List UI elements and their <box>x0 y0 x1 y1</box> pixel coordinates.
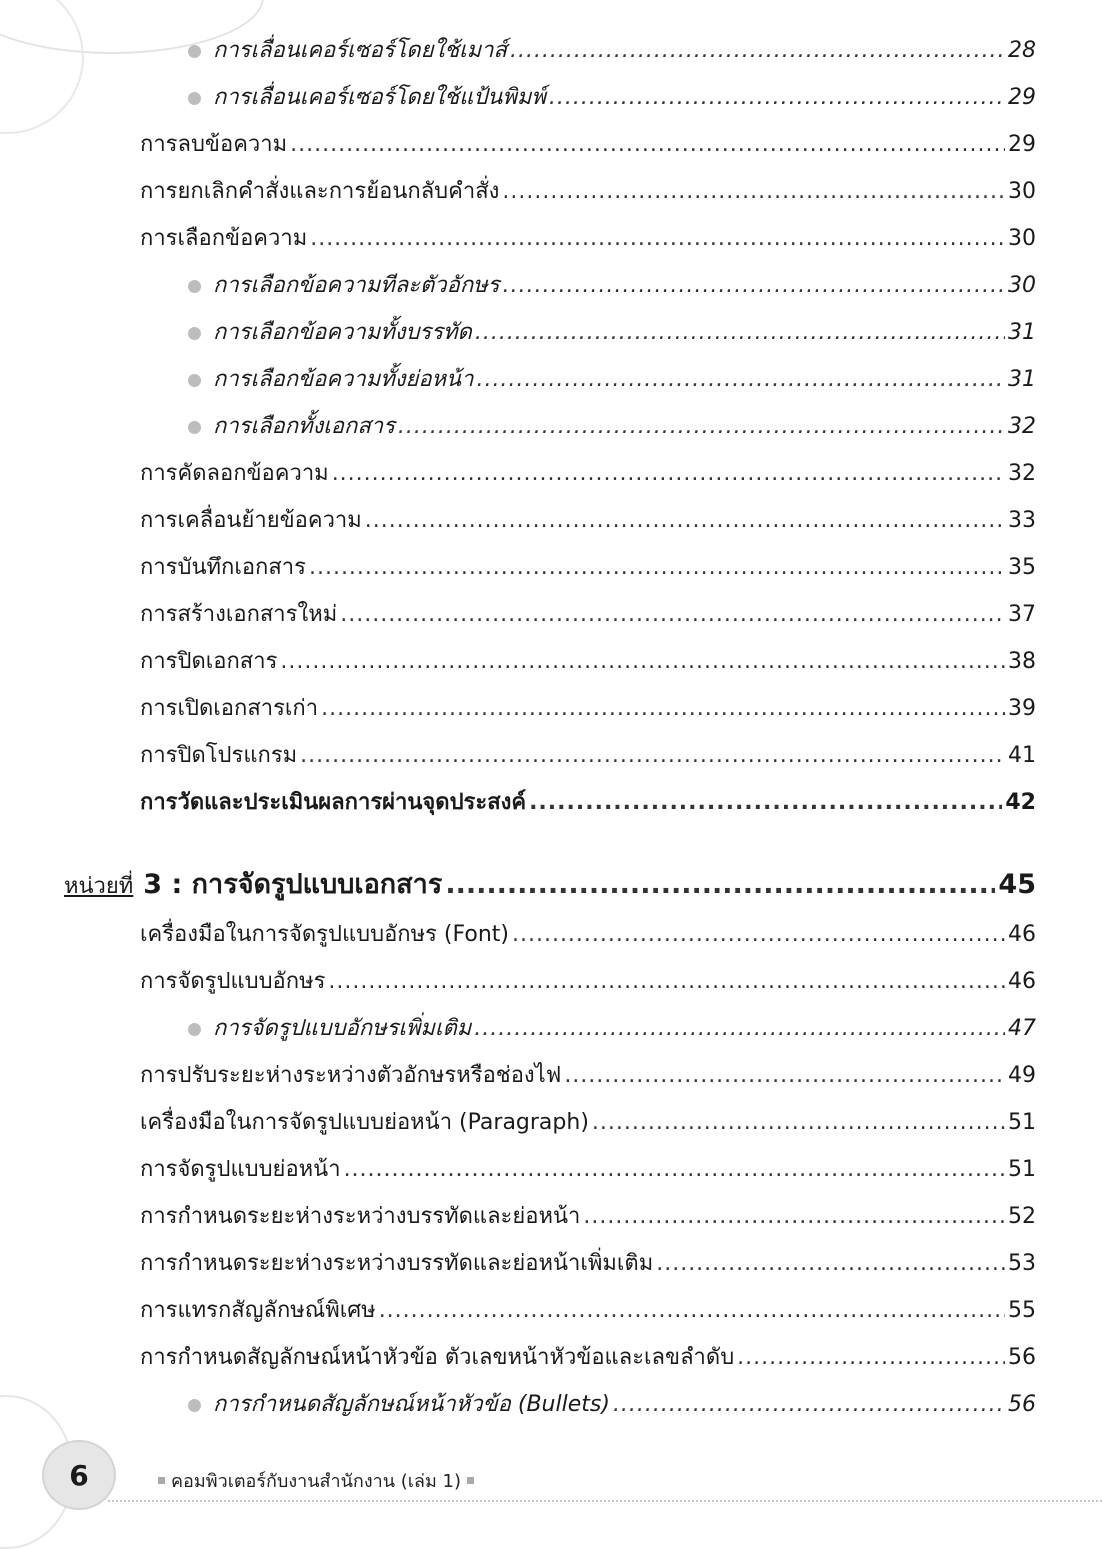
entry-page-number: 51 <box>1008 1157 1036 1182</box>
entry-page-number: 46 <box>1008 969 1036 994</box>
dot-leader <box>398 412 1005 442</box>
entry-title: การเลือกข้อความทั้งบรรทัด <box>213 320 472 345</box>
entry-page-number: 42 <box>1005 790 1036 815</box>
dot-leader <box>583 1202 1005 1232</box>
entry-page-number: 29 <box>1008 132 1036 157</box>
bullet-icon <box>188 327 201 340</box>
toc-subentry <box>188 271 1036 301</box>
dot-leader <box>476 365 1005 395</box>
entry-title: เครื่องมือในการจัดรูปแบบย่อหน้า (Paragraph) <box>140 1110 589 1135</box>
toc-subentry <box>188 318 1036 348</box>
toc-subentry <box>188 1390 1036 1420</box>
entry-title: การเลื่อนเคอร์เซอร์โดยใช้แป้นพิมพ์ <box>213 85 546 110</box>
toc-entry <box>140 1296 1036 1326</box>
toc-entry <box>140 1343 1036 1373</box>
toc-entry <box>140 1108 1036 1138</box>
entry-page-number: 32 <box>1008 461 1036 486</box>
unit-heading-entry <box>64 868 1036 904</box>
toc-entry <box>140 1249 1036 1279</box>
entry-page-number: 52 <box>1008 1204 1036 1229</box>
toc-entry <box>140 1202 1036 1232</box>
entry-page-number: 28 <box>1008 38 1036 63</box>
entry-page-number: 38 <box>1008 649 1036 674</box>
toc-entry <box>140 1155 1036 1185</box>
entry-page-number: 45 <box>998 869 1036 900</box>
entry-page-number: 51 <box>1008 1110 1036 1135</box>
dot-leader <box>737 1343 1005 1373</box>
dot-leader <box>309 553 1005 583</box>
dot-leader <box>529 788 1002 818</box>
entry-page-number: 30 <box>1008 226 1036 251</box>
toc-subentry <box>188 365 1036 395</box>
entry-title: การจัดรูปแบบย่อหน้า <box>140 1157 341 1182</box>
toc-subentry <box>188 36 1036 66</box>
dot-leader <box>310 224 1005 254</box>
dot-leader <box>503 271 1006 301</box>
toc-subentry <box>188 83 1036 113</box>
toc-entry <box>140 788 1036 818</box>
toc-entry <box>140 459 1036 489</box>
bullet-icon <box>188 1023 201 1036</box>
entry-page-number: 53 <box>1008 1251 1036 1276</box>
dot-leader <box>502 177 1005 207</box>
entry-title: การเคลื่อนย้ายข้อความ <box>140 508 362 533</box>
entry-title: การยกเลิกคำสั่งและการย้อนกลับคำสั่ง <box>140 179 500 204</box>
bullet-icon <box>188 1399 201 1412</box>
toc-entry <box>140 647 1036 677</box>
dot-leader <box>321 694 1005 724</box>
dot-leader <box>344 1155 1005 1185</box>
entry-title: การเปิดเอกสารเก่า <box>140 696 319 721</box>
square-bullet-icon <box>467 1477 474 1484</box>
entry-page-number: 29 <box>1008 85 1036 110</box>
footer-divider <box>108 1500 1102 1502</box>
dot-leader <box>280 647 1005 677</box>
dot-leader <box>328 967 1005 997</box>
unit-prefix: หน่วยที่ <box>64 874 134 899</box>
entry-page-number: 47 <box>1008 1016 1036 1041</box>
entry-title: การเลือกข้อความทีละตัวอักษร <box>213 273 500 298</box>
toc-entry <box>140 506 1036 536</box>
entry-title: การกำหนดสัญลักษณ์หน้าหัวข้อ (Bullets) <box>213 1392 610 1417</box>
entry-title: การกำหนดระยะห่างระหว่างบรรทัดและย่อหน้าเพิ่มเติม <box>140 1251 654 1276</box>
entry-page-number: 46 <box>1008 922 1036 947</box>
entry-title: การลบข้อความ <box>140 132 288 157</box>
entry-title: การเลือกข้อความทั้งย่อหน้า <box>213 367 474 392</box>
dot-leader <box>445 868 995 902</box>
entry-title: 3 : การจัดรูปแบบเอกสาร <box>143 869 443 900</box>
entry-page-number: 39 <box>1008 696 1036 721</box>
book-title: คอมพิวเตอร์กับงานสำนักงาน (เล่ม 1) <box>171 1471 462 1492</box>
toc-entry <box>140 224 1036 254</box>
entry-title: การจัดรูปแบบอักษร <box>140 969 326 994</box>
entry-title: การคัดลอกข้อความ <box>140 461 329 486</box>
bullet-icon <box>188 374 201 387</box>
dot-leader <box>290 130 1005 160</box>
bullet-icon <box>188 92 201 105</box>
entry-page-number: 33 <box>1008 508 1036 533</box>
entry-page-number: 56 <box>1008 1392 1036 1417</box>
toc-entry <box>140 920 1036 950</box>
entry-title: การปิดโปรแกรม <box>140 743 298 768</box>
dot-leader <box>379 1296 1005 1326</box>
entry-title: การจัดรูปแบบอักษรเพิ่มเติม <box>213 1016 472 1041</box>
dot-leader <box>592 1108 1005 1138</box>
toc-entry <box>140 741 1036 771</box>
toc-entry <box>140 600 1036 630</box>
dot-leader <box>300 741 1005 771</box>
toc-subentry <box>188 1014 1036 1044</box>
corner-ornament-swirl <box>0 0 84 134</box>
dot-leader <box>365 506 1005 536</box>
dot-leader <box>549 83 1005 113</box>
entry-title: การเลื่อนเคอร์เซอร์โดยใช้เมาส์ <box>213 38 507 63</box>
page-number: 6 <box>69 1458 89 1492</box>
page-number-badge <box>42 1440 116 1510</box>
dot-leader <box>475 318 1005 348</box>
entry-title: การแทรกสัญลักษณ์พิเศษ <box>140 1298 376 1323</box>
entry-title: การกำหนดสัญลักษณ์หน้าหัวข้อ ตัวเลขหน้าหัวข้อและเลขลำดับ <box>140 1345 735 1370</box>
entry-title: การวัดและประเมินผลการผ่านจุดประสงค์ <box>140 790 527 815</box>
dot-leader <box>512 920 1005 950</box>
footer-book-title-row <box>152 1466 480 1495</box>
entry-title: การเลือกข้อความ <box>140 226 308 251</box>
entry-title: เครื่องมือในการจัดรูปแบบอักษร (Font) <box>140 922 509 947</box>
toc-entry <box>140 694 1036 724</box>
entry-page-number: 31 <box>1008 367 1036 392</box>
entry-title: การเลือกทั้งเอกสาร <box>213 414 395 439</box>
toc-entry <box>140 177 1036 207</box>
entry-title: การสร้างเอกสารใหม่ <box>140 602 338 627</box>
dot-leader <box>332 459 1005 489</box>
toc-subentry <box>188 412 1036 442</box>
square-bullet-icon <box>158 1477 165 1484</box>
toc-entry <box>140 553 1036 583</box>
entry-page-number: 37 <box>1008 602 1036 627</box>
entry-page-number: 41 <box>1008 743 1036 768</box>
entry-page-number: 35 <box>1008 555 1036 580</box>
entry-page-number: 30 <box>1008 273 1036 298</box>
bullet-icon <box>188 421 201 434</box>
dot-leader <box>510 36 1005 66</box>
toc-entry <box>140 1061 1036 1091</box>
entry-page-number: 56 <box>1008 1345 1036 1370</box>
bullet-icon <box>188 280 201 293</box>
entry-title: การกำหนดระยะห่างระหว่างบรรทัดและย่อหน้า <box>140 1204 581 1229</box>
entry-page-number: 32 <box>1008 414 1036 439</box>
toc-entry <box>140 967 1036 997</box>
entry-title: การบันทึกเอกสาร <box>140 555 306 580</box>
entry-title: การปรับระยะห่างระหว่างตัวอักษรหรือช่องไฟ <box>140 1063 562 1088</box>
bullet-icon <box>188 45 201 58</box>
toc-entry <box>140 130 1036 160</box>
entry-page-number: 55 <box>1008 1298 1036 1323</box>
entry-page-number: 31 <box>1008 320 1036 345</box>
dot-leader <box>564 1061 1005 1091</box>
dot-leader <box>613 1390 1005 1420</box>
dot-leader <box>340 600 1005 630</box>
entry-page-number: 49 <box>1008 1063 1036 1088</box>
dot-leader <box>656 1249 1005 1279</box>
entry-page-number: 30 <box>1008 179 1036 204</box>
entry-title: การปิดเอกสาร <box>140 649 278 674</box>
dot-leader <box>474 1014 1005 1044</box>
